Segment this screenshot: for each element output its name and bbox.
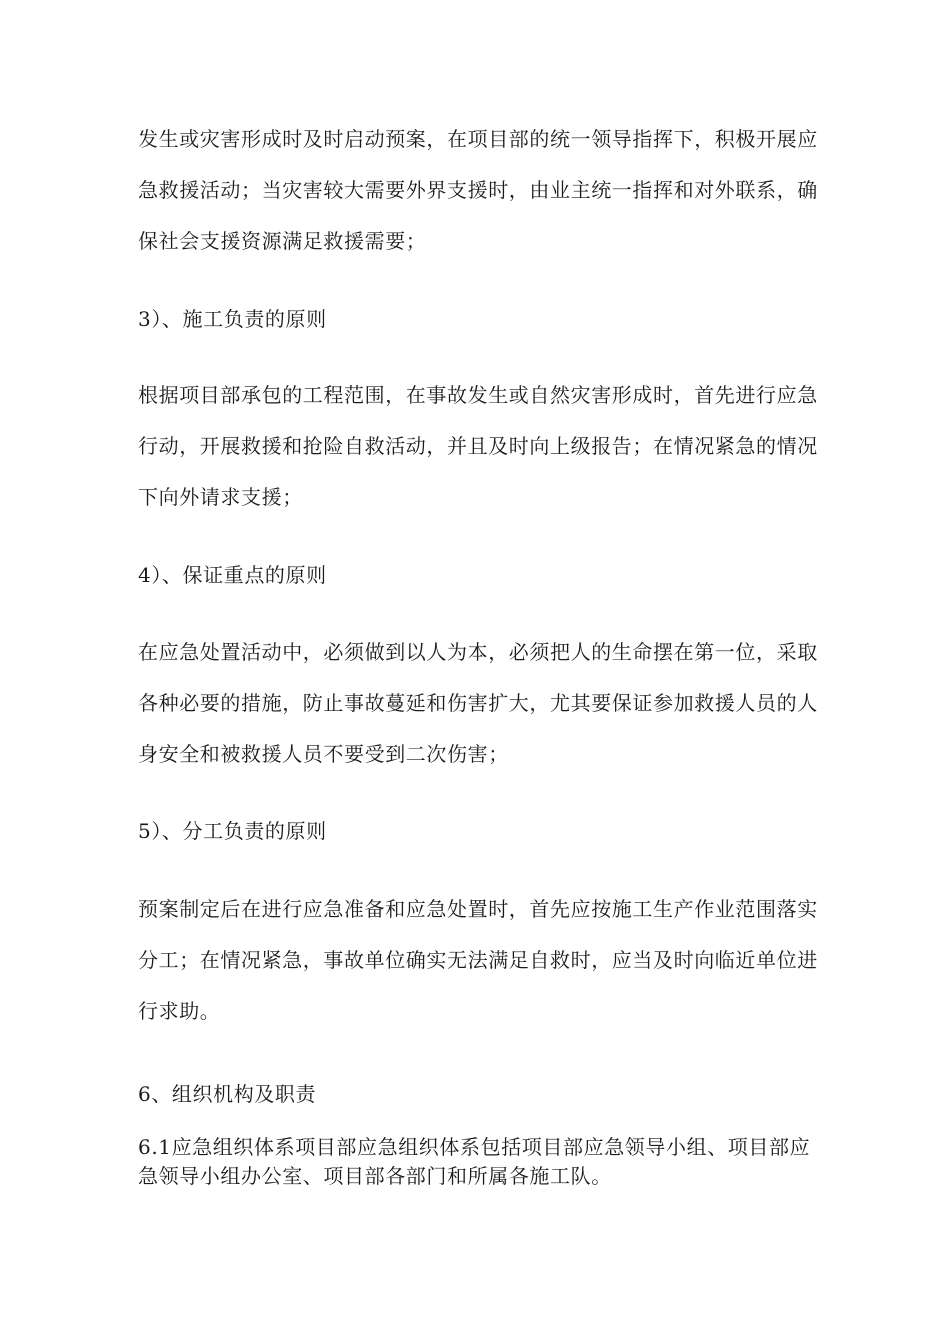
paragraph-emergency-response-start: 发生或灾害形成时及时启动预案，在项目部的统一领导指挥下，积极开展应急救援活动；当灾害较大需要外界支援时，由业主统一指挥和对外联系，确保社会支援资源满足救援需要； <box>138 127 818 253</box>
paragraph-construction-responsibility: 根据项目部承包的工程范围，在事故发生或自然灾害形成时，首先进行应急行动，开展救援和抢险自救活动，并且及时向上级报告；在情况紧急的情况下向外请求支援； <box>138 383 818 509</box>
paragraph-division-responsibility: 预案制定后在进行应急准备和应急处置时，首先应按施工生产作业范围落实分工；在情况紧急，事故单位确实无法满足自救时，应当及时向临近单位进行求助。 <box>138 897 818 1023</box>
heading-organization-and-duties: 6、组织机构及职责 <box>138 1082 317 1106</box>
heading-priority-guarantee-principle: 4）、保证重点的原则 <box>138 563 327 587</box>
heading-division-responsibility-principle: 5）、分工负责的原则 <box>138 819 327 843</box>
paragraph-emergency-organization-system: 6.1应急组织体系项目部应急组织体系包括项目部应急领导小组、项目部应急领导小组办公室、项目部各部门和所属各施工队。 <box>138 1135 811 1188</box>
heading-construction-responsibility-principle: 3）、施工负责的原则 <box>138 307 327 331</box>
paragraph-priority-guarantee: 在应急处置活动中，必须做到以人为本，必须把人的生命摆在第一位，采取各种必要的措施，防止事故蔓延和伤害扩大，尤其要保证参加救援人员的人身安全和被救援人员不要受到二次伤害； <box>138 640 818 766</box>
